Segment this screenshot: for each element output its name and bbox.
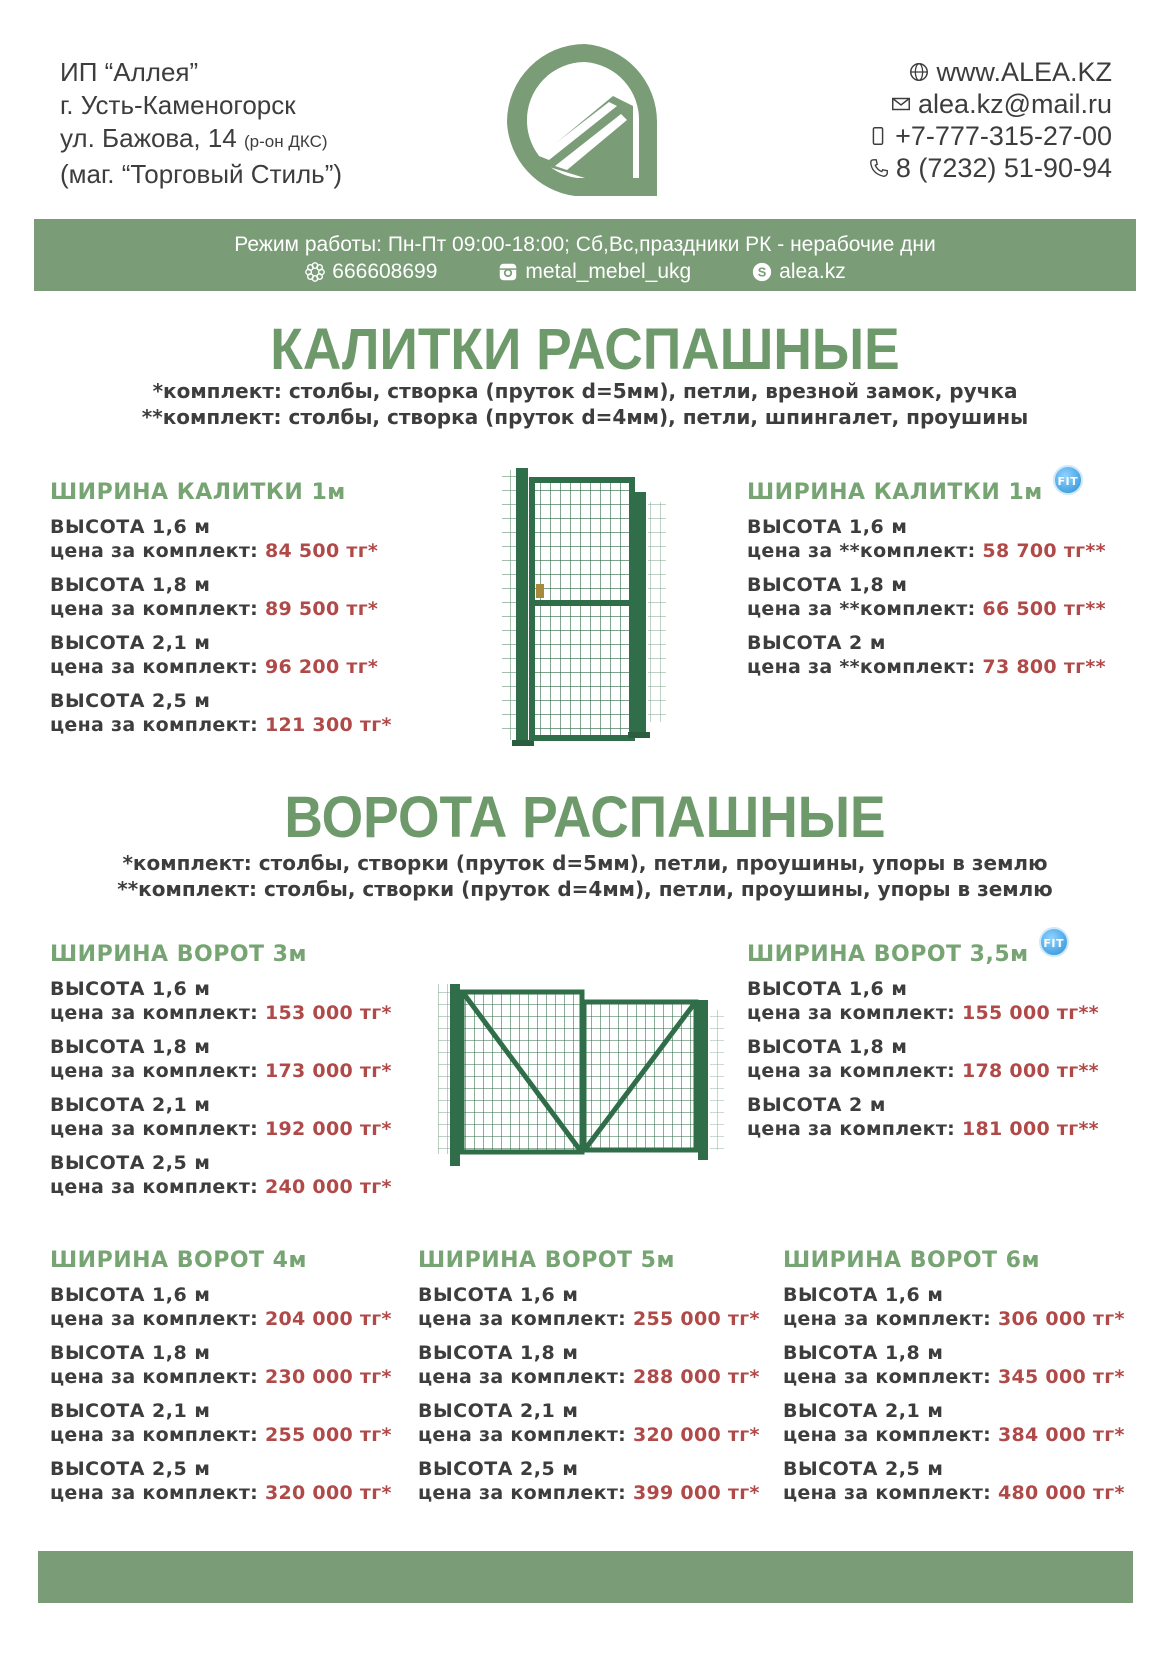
price-label: цена за комплект: bbox=[50, 1060, 265, 1082]
instagram-contact[interactable] bbox=[497, 258, 691, 285]
height-label: ВЫСОТА 1,6 м bbox=[418, 1284, 579, 1306]
price-item bbox=[783, 1399, 1125, 1447]
website-link[interactable]: www.ALEA.KZ bbox=[936, 57, 1112, 87]
phone-handset-icon bbox=[868, 157, 890, 179]
height-label: ВЫСОТА 2 м bbox=[747, 1094, 886, 1116]
instagram-icon bbox=[497, 261, 519, 283]
price-label: цена за комплект: bbox=[783, 1308, 998, 1330]
price-label: цена за комплект: bbox=[50, 714, 265, 736]
wickets-title: КАЛИТКИ РАСПАШНЫЕ bbox=[270, 317, 900, 382]
price-item bbox=[783, 1341, 1125, 1389]
price-item bbox=[418, 1341, 760, 1389]
price-item bbox=[418, 1283, 760, 1331]
height-label: ВЫСОТА 2,5 м bbox=[418, 1458, 579, 1480]
height-label: ВЫСОТА 2,5 м bbox=[50, 1458, 211, 1480]
price-item bbox=[747, 631, 1106, 679]
globe-icon bbox=[908, 61, 930, 83]
price-label: цена за комплект: bbox=[418, 1366, 633, 1388]
price-item bbox=[747, 1035, 1099, 1083]
mobile-number[interactable]: +7-777-315-27-00 bbox=[895, 121, 1112, 151]
price-label: цена за комплект: bbox=[50, 598, 265, 620]
price-value: 155 000 тг** bbox=[961, 1002, 1099, 1024]
price-value: 84 500 тг* bbox=[264, 540, 379, 562]
gate-5m-block bbox=[418, 1248, 760, 1515]
icq-contact[interactable] bbox=[304, 258, 437, 285]
price-item bbox=[50, 631, 392, 679]
price-item bbox=[50, 1151, 392, 1199]
phone-row[interactable] bbox=[867, 152, 1112, 184]
wickets-note-1: *комплект: столбы, створка (пруток d=5мм), петли, врезной замок, ручка bbox=[152, 379, 1018, 403]
height-label: ВЫСОТА 1,6 м bbox=[783, 1284, 944, 1306]
price-label: цена за комплект: bbox=[418, 1482, 633, 1504]
price-value: 173 000 тг* bbox=[264, 1060, 392, 1082]
svg-text:S: S bbox=[757, 264, 767, 280]
price-label: цена за комплект: bbox=[50, 1366, 265, 1388]
height-label: ВЫСОТА 2,1 м bbox=[50, 632, 211, 654]
alea-logo-icon bbox=[505, 44, 665, 196]
price-label: цена за комплект: bbox=[50, 1118, 265, 1140]
price-label: цена за комплект: bbox=[783, 1424, 998, 1446]
working-hours-bar bbox=[34, 219, 1136, 291]
website-row[interactable] bbox=[867, 56, 1112, 88]
price-label: цена за комплект: bbox=[50, 656, 265, 678]
price-value: 399 000 тг* bbox=[632, 1482, 760, 1504]
icq-flower-icon bbox=[304, 261, 326, 283]
price-label: цена за комплект: bbox=[418, 1424, 633, 1446]
company-city: г. Усть-Каменогорск bbox=[60, 90, 296, 120]
contacts bbox=[867, 56, 1112, 184]
price-value: 121 300 тг* bbox=[264, 714, 392, 736]
price-item bbox=[50, 1341, 392, 1389]
wicket-left-title: ШИРИНА КАЛИТКИ 1м bbox=[50, 480, 346, 505]
skype-handle: alea.kz bbox=[779, 260, 846, 283]
price-value: 181 000 тг** bbox=[961, 1118, 1099, 1140]
gate-3m-title: ШИРИНА ВОРОТ 3м bbox=[50, 942, 307, 967]
gates-title: ВОРОТА РАСПАШНЫЕ bbox=[284, 785, 886, 850]
price-value: 73 800 тг** bbox=[982, 656, 1106, 678]
price-label: цена за **комплект: bbox=[747, 656, 983, 678]
price-value: 178 000 тг** bbox=[961, 1060, 1099, 1082]
price-label: цена за комплект: bbox=[50, 1482, 265, 1504]
price-item bbox=[747, 1093, 1099, 1141]
height-label: ВЫСОТА 1,8 м bbox=[50, 574, 211, 596]
company-store: (маг. “Торговый Стиль”) bbox=[60, 159, 343, 189]
price-item bbox=[747, 573, 1106, 621]
price-label: цена за комплект: bbox=[50, 1176, 265, 1198]
price-value: 240 000 тг* bbox=[264, 1176, 392, 1198]
price-value: 255 000 тг* bbox=[264, 1424, 392, 1446]
wickets-note-2: **комплект: столбы, створка (пруток d=4мм), петли, шпингалет, проушины bbox=[141, 405, 1029, 429]
skype-icon bbox=[751, 261, 773, 283]
price-value: 66 500 тг** bbox=[982, 598, 1106, 620]
gate-4m-title: ШИРИНА ВОРОТ 4м bbox=[50, 1248, 307, 1273]
height-label: ВЫСОТА 1,6 м bbox=[747, 978, 908, 1000]
icq-number: 666608699 bbox=[332, 260, 438, 283]
price-item bbox=[50, 1283, 392, 1331]
mobile-phone-icon bbox=[867, 125, 889, 147]
price-value: 320 000 тг* bbox=[632, 1424, 760, 1446]
instagram-handle: metal_mebel_ukg bbox=[525, 260, 692, 283]
gate-3m-block bbox=[50, 942, 392, 1209]
gate-3-5m-title: ШИРИНА ВОРОТ 3,5м bbox=[747, 942, 1029, 967]
wicket-left-block bbox=[50, 480, 392, 747]
footer-bar bbox=[38, 1551, 1133, 1603]
height-label: ВЫСОТА 1,8 м bbox=[50, 1036, 211, 1058]
social-links bbox=[14, 258, 1136, 285]
price-item bbox=[50, 1457, 392, 1505]
price-item bbox=[50, 573, 392, 621]
price-item bbox=[50, 1093, 392, 1141]
height-label: ВЫСОТА 2,1 м bbox=[783, 1400, 944, 1422]
height-label: ВЫСОТА 2,5 м bbox=[50, 690, 211, 712]
price-label: цена за комплект: bbox=[50, 1424, 265, 1446]
price-value: 306 000 тг* bbox=[997, 1308, 1125, 1330]
company-name: ИП “Аллея” bbox=[60, 57, 199, 87]
price-label: цена за комплект: bbox=[783, 1482, 998, 1504]
price-value: 345 000 тг* bbox=[997, 1366, 1125, 1388]
gates-note-2: **комплект: столбы, створки (пруток d=4мм), петли, проушины, упоры в землю bbox=[117, 877, 1053, 901]
gate-3-5m-title-row bbox=[747, 936, 1099, 967]
gate-6m-block bbox=[783, 1248, 1125, 1515]
price-value: 255 000 тг* bbox=[632, 1308, 760, 1330]
wicket-right-block bbox=[747, 474, 1106, 689]
height-label: ВЫСОТА 2 м bbox=[747, 632, 886, 654]
price-item bbox=[747, 515, 1106, 563]
wicket-right-title: ШИРИНА КАЛИТКИ 1м bbox=[747, 480, 1043, 505]
email-row[interactable] bbox=[867, 88, 1112, 120]
height-label: ВЫСОТА 1,6 м bbox=[50, 978, 211, 1000]
price-value: 204 000 тг* bbox=[264, 1308, 392, 1330]
height-label: ВЫСОТА 1,6 м bbox=[50, 516, 211, 538]
working-hours-text: Режим работы: Пн-Пт 09:00-18:00; Сб,Вс,праздники РК - нерабочие дни bbox=[234, 233, 936, 256]
wicket-gate-image bbox=[500, 462, 668, 750]
price-value: 58 700 тг** bbox=[982, 540, 1106, 562]
price-item bbox=[747, 977, 1099, 1025]
price-label: цена за комплект: bbox=[50, 540, 265, 562]
price-value: 192 000 тг* bbox=[264, 1118, 392, 1140]
price-label: цена за комплект: bbox=[783, 1366, 998, 1388]
height-label: ВЫСОТА 1,8 м bbox=[50, 1342, 211, 1364]
price-value: 288 000 тг* bbox=[632, 1366, 760, 1388]
skype-contact[interactable] bbox=[751, 258, 846, 285]
price-label: цена за **комплект: bbox=[747, 540, 983, 562]
height-label: ВЫСОТА 2,1 м bbox=[418, 1400, 579, 1422]
price-label: цена за комплект: bbox=[50, 1308, 265, 1330]
height-label: ВЫСОТА 2,1 м bbox=[50, 1094, 211, 1116]
wicket-right-title-row bbox=[747, 474, 1106, 505]
gate-4m-block bbox=[50, 1248, 392, 1515]
fit-badge-icon: FIT bbox=[1053, 465, 1083, 495]
address-district: (р-он ДКС) bbox=[244, 132, 328, 151]
envelope-icon bbox=[890, 93, 912, 115]
price-item bbox=[418, 1457, 760, 1505]
fit-badge-icon: FIT bbox=[1039, 927, 1069, 957]
price-value: 480 000 тг* bbox=[997, 1482, 1125, 1504]
price-item bbox=[418, 1399, 760, 1447]
price-item bbox=[50, 515, 392, 563]
height-label: ВЫСОТА 1,8 м bbox=[747, 574, 908, 596]
height-label: ВЫСОТА 1,8 м bbox=[747, 1036, 908, 1058]
price-item bbox=[783, 1283, 1125, 1331]
company-info bbox=[60, 56, 342, 191]
height-label: ВЫСОТА 2,5 м bbox=[50, 1152, 211, 1174]
price-value: 89 500 тг* bbox=[264, 598, 379, 620]
price-item bbox=[50, 977, 392, 1025]
price-value: 320 000 тг* bbox=[264, 1482, 392, 1504]
price-label: цена за комплект: bbox=[50, 1002, 265, 1024]
height-label: ВЫСОТА 1,8 м bbox=[418, 1342, 579, 1364]
price-label: цена за комплект: bbox=[747, 1118, 962, 1140]
company-address bbox=[60, 122, 342, 158]
height-label: ВЫСОТА 1,8 м bbox=[783, 1342, 944, 1364]
double-gate-image bbox=[438, 980, 726, 1170]
price-item bbox=[50, 1399, 392, 1447]
price-label: цена за комплект: bbox=[747, 1002, 962, 1024]
price-item bbox=[50, 1035, 392, 1083]
height-label: ВЫСОТА 2,1 м bbox=[50, 1400, 211, 1422]
price-label: цена за комплект: bbox=[418, 1308, 633, 1330]
price-label: цена за **комплект: bbox=[747, 598, 983, 620]
gate-3-5m-block bbox=[747, 936, 1099, 1151]
price-item bbox=[50, 689, 392, 737]
price-label: цена за комплект: bbox=[747, 1060, 962, 1082]
price-value: 230 000 тг* bbox=[264, 1366, 392, 1388]
price-value: 384 000 тг* bbox=[997, 1424, 1125, 1446]
height-label: ВЫСОТА 1,6 м bbox=[50, 1284, 211, 1306]
price-value: 96 200 тг* bbox=[264, 656, 379, 678]
address-street: ул. Бажова, 14 bbox=[60, 123, 244, 153]
price-item bbox=[783, 1457, 1125, 1505]
gate-5m-title: ШИРИНА ВОРОТ 5м bbox=[418, 1248, 675, 1273]
email-link[interactable]: alea.kz@mail.ru bbox=[918, 89, 1112, 119]
height-label: ВЫСОТА 2,5 м bbox=[783, 1458, 944, 1480]
price-value: 153 000 тг* bbox=[264, 1002, 392, 1024]
phone-number[interactable]: 8 (7232) 51-90-94 bbox=[895, 153, 1112, 183]
gates-note-1: *комплект: столбы, створки (пруток d=5мм), петли, проушины, упоры в землю bbox=[122, 851, 1048, 875]
mobile-row[interactable] bbox=[867, 120, 1112, 152]
height-label: ВЫСОТА 1,6 м bbox=[747, 516, 908, 538]
gate-6m-title: ШИРИНА ВОРОТ 6м bbox=[783, 1248, 1040, 1273]
